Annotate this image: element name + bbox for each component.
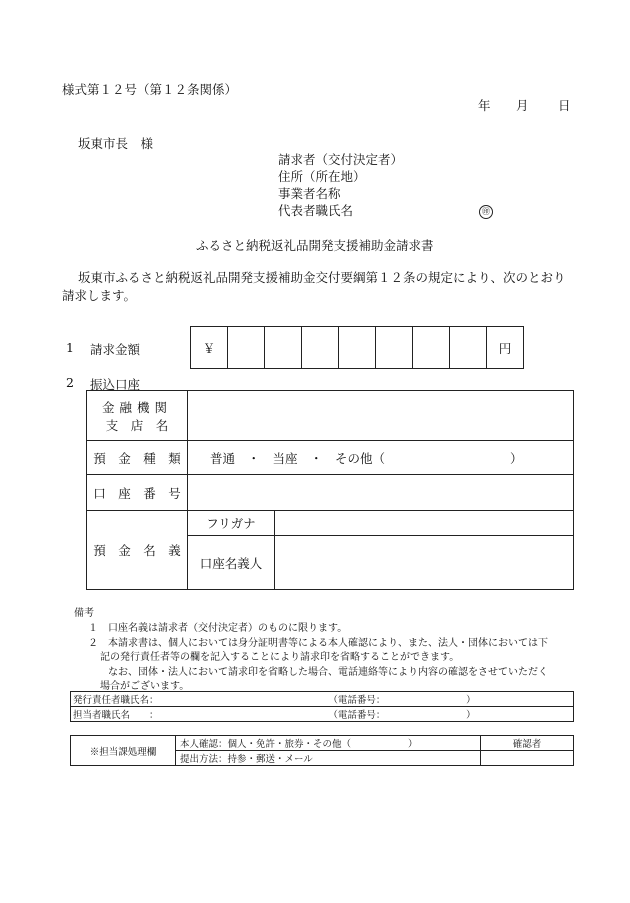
account-label: 振込口座 [90,377,141,392]
amount-number: 1 [66,340,74,355]
staff-label: 担当者職氏名 ： [73,710,159,721]
furigana-label: フリガナ [206,516,256,531]
seal-mark [479,202,493,219]
body-text-line2: 請求します。 [62,288,137,303]
amount-digit-cell[interactable] [228,327,265,369]
bank-label: 金融機関 [101,399,172,415]
confirmer-label-cell [481,736,574,751]
note-2-line2: 記の発行責任者等の欄を記入することにより請求印を省略することができます。 [100,652,460,663]
date-day: 日 [558,98,571,113]
notes-heading: 備考 [74,608,94,619]
note-2-line3: なお、団体・法人において請求印を省略した場合、電話連絡等により内容の確認をさせていただく [108,667,548,678]
submission-method-cell[interactable] [176,751,481,766]
confirmer-input-cell[interactable] [481,751,574,766]
seal-icon: ㊞ [479,205,493,219]
amount-digit-cell[interactable] [413,327,450,369]
amount-digit-cell[interactable] [302,327,339,369]
bank-label-cell [87,391,188,441]
bank-input-cell[interactable] [188,391,574,441]
date-year: 年 [478,98,491,113]
body-text-line1: 坂東市ふるさと納税返礼品開発支援補助金交付要綱第１２条の規定により、次のとおり [78,270,566,285]
note-2-line4: 場合がございます。 [100,681,190,692]
furigana-input-cell[interactable] [275,511,574,536]
office-table [70,735,574,766]
requester-representative: 代表者職氏名 [278,203,354,218]
addressee: 坂東市長 様 [78,136,154,151]
issuer-label: 発行責任者職氏名： [73,695,159,706]
deposit-type-label: 預 金 種 類 [93,450,181,466]
staff-phone-cell[interactable] [188,707,573,722]
requester-address: 住所（所在地） [278,169,366,184]
amount-digit-cell[interactable] [265,327,302,369]
yen-sign: ￥ [202,340,216,356]
note-2-line1: ２ 本請求書は、個人においては身分証明書等による本人確認により、また、法人・団体においては下 [88,638,548,649]
amount-digit-cell[interactable] [339,327,376,369]
date-month: 月 [516,98,529,113]
holder-label: 預 金 名 義 [93,543,181,558]
submission-method: 提出方法：持参・郵送・メール [180,754,313,765]
amount-yen-cell [191,327,228,369]
identity-check: 本人確認：個人・免許・旅券・その他（ ） [180,739,418,750]
staff-label-cell [71,707,189,722]
office-label: ※担当課処理欄 [89,746,157,758]
holder-name-label-cell [188,536,275,590]
form-number: 様式第１２号（第１２条関係） [62,82,238,97]
amount-digit-cell[interactable] [450,327,487,369]
requester-label: 請求者（交付決定者） [278,152,404,167]
en-unit: 円 [498,340,512,356]
amount-digit-cell[interactable] [376,327,413,369]
deposit-type-cell[interactable] [188,441,574,475]
holder-name-input-cell[interactable] [275,536,574,590]
account-no-label-cell [87,475,188,511]
holder-label-cell [87,511,188,590]
issuer-table [70,691,574,722]
requester-business-name: 事業者名称 [278,186,341,201]
staff-phone: （電話番号： ） [328,710,476,721]
issuer-label-cell [71,692,189,707]
account-no-input-cell[interactable] [188,475,574,511]
deposit-type-options: 普通 ・ 当座 ・ その他（ ） [210,450,523,466]
note-1: １ 口座名義は請求者（交付決定者）のものに限ります。 [88,623,348,634]
office-label-cell [71,736,176,766]
account-number: 2 [66,375,74,390]
issuer-phone: （電話番号： ） [328,695,476,706]
branch-label: 支 店 名 [105,417,169,433]
amount-en-cell [487,327,524,369]
furigana-label-cell [188,511,275,536]
identity-check-cell[interactable] [176,736,481,751]
confirmer-label: 確認者 [512,739,542,750]
document-title: ふるさと納税返礼品開発支援補助金請求書 [196,238,434,253]
account-table [86,390,574,590]
amount-label: 請求金額 [90,342,141,357]
deposit-type-label-cell [87,441,188,475]
account-no-label: 口 座 番 号 [93,485,181,501]
issuer-phone-cell[interactable] [188,692,573,707]
holder-name-label: 口座名義人 [199,555,263,571]
amount-table [190,326,524,369]
